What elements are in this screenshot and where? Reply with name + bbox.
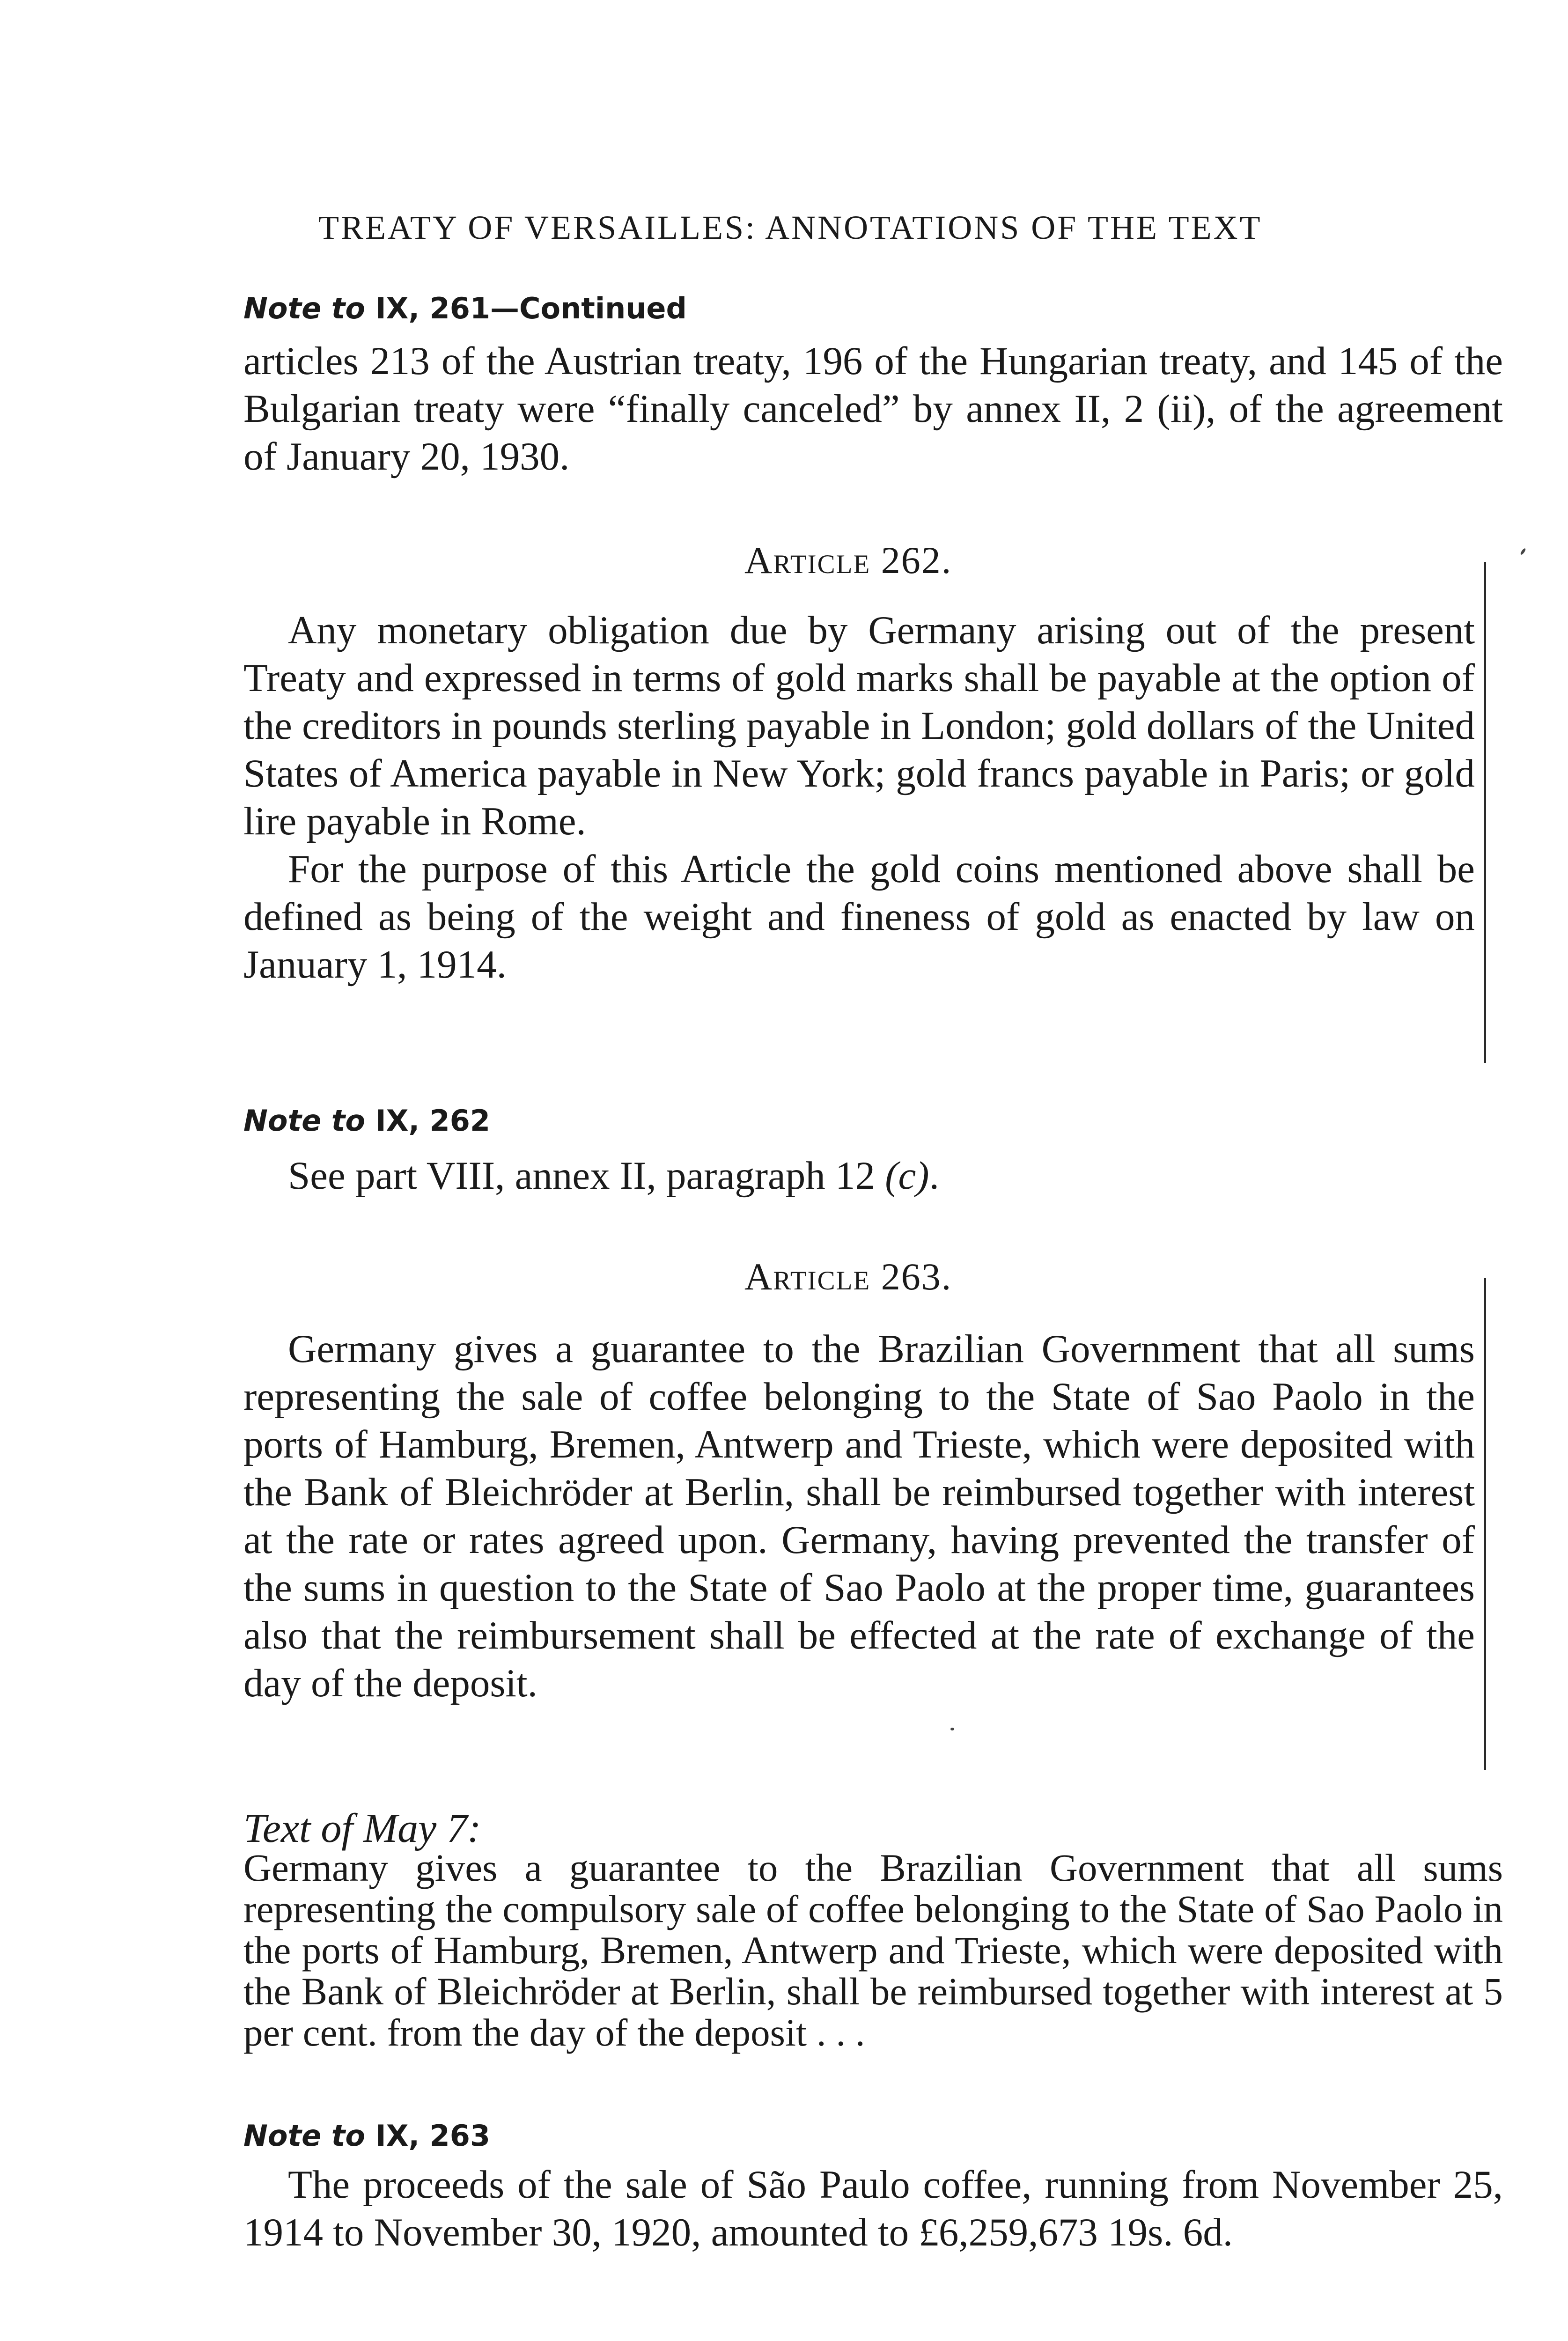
article-262-paragraph-1: Any monetary obligation due by Germany arising out of the present Treaty and expressed in terms of gold marks shall be payable at the option of the creditors in pounds sterling payable in London; gold dollars of the United States of America payable in New York; gold francs payable in Paris; or gold lire payable in Rome. bbox=[243, 608, 1475, 843]
running-title: TREATY OF VERSAILLES: ANNOTATIONS OF THE TEXT bbox=[318, 209, 1262, 246]
text-of-may-7-body: Germany gives a guarantee to the Brazilian Government that all sums representing the compulsory sale of coffee belonging to the State of Sao Paolo in the ports of Hamburg, Bremen, Antwerp and Trieste, which were deposited with the Bank of Bleichröder at Berlin, shall be reimbursed together with interest at 5 per cent. from the day of the deposit . . . bbox=[243, 1846, 1503, 2054]
note-262-text bbox=[288, 1152, 1458, 1200]
scan-speck bbox=[1520, 548, 1526, 556]
article-262-paragraph-2: For the purpose of this Article the gold coins mentioned above shall be defined as being of the weight and fineness of gold as enacted by law on January 1, 1914. bbox=[243, 847, 1475, 986]
note-263-label-ref: IX, 263 bbox=[375, 2119, 491, 2153]
article-263-body: Germany gives a guarantee to the Brazilian Government that all sums representing the sale of coffee belonging to the State of Sao Paolo in the ports of Hamburg, Bremen, Antwerp and Trieste, which were deposited with the Bank of Bleichröder at Berlin, shall be reimbursed together with interest at the rate or rates agreed upon. Germany, having prevented the transfer of the sums in question to the State of Sao Paolo at the proper time, guarantees also that the reimbursement shall be effected at the rate of exchange of the day of the deposit. bbox=[243, 1327, 1475, 1705]
note-262-label-prefix: Note to bbox=[243, 1104, 365, 1138]
note-262-heading bbox=[243, 1104, 490, 1138]
note-263-body: The proceeds of the sale of São Paulo coffee, running from November 25, 1914 to November 30, 1920, amounted to £6,259,673 19s. 6d. bbox=[243, 2163, 1503, 2254]
note-262-label-ref: IX, 262 bbox=[375, 1104, 491, 1138]
article-263-margin-rule bbox=[1484, 1278, 1486, 1770]
note-262-body bbox=[288, 1152, 1458, 1200]
note-262-body-end: . bbox=[929, 1154, 939, 1198]
note-261-text bbox=[243, 337, 1503, 480]
note-263-text bbox=[243, 2161, 1503, 2256]
note-263-label-prefix: Note to bbox=[243, 2119, 365, 2153]
note-261-label-prefix: Note to bbox=[243, 291, 365, 325]
note-261-body: articles 213 of the Austrian treaty, 196 of the Hungarian treaty, and 145 of the Bulgarian treaty were “finally canceled” by annex II, 2 (ii), of the agreement of January 20, 1930. bbox=[243, 339, 1503, 479]
article-262-title: Article 262. bbox=[744, 539, 952, 582]
note-261-heading bbox=[243, 291, 687, 325]
article-262-text bbox=[243, 606, 1475, 988]
article-263-text bbox=[243, 1325, 1475, 1707]
note-261-label-ref: IX, 261—Continued bbox=[375, 291, 687, 325]
note-263-heading bbox=[243, 2119, 490, 2153]
article-262-margin-rule bbox=[1484, 562, 1486, 1063]
note-262-body-text: See part VIII, annex II, paragraph 12 bbox=[288, 1154, 885, 1198]
note-262-body-italic: (c) bbox=[885, 1154, 929, 1198]
text-of-may-7-label: Text of May 7: bbox=[243, 1806, 481, 1851]
scan-speck bbox=[950, 1728, 954, 1730]
text-of-may-7-text bbox=[243, 1847, 1503, 2053]
article-263-title: Article 263. bbox=[744, 1255, 952, 1298]
